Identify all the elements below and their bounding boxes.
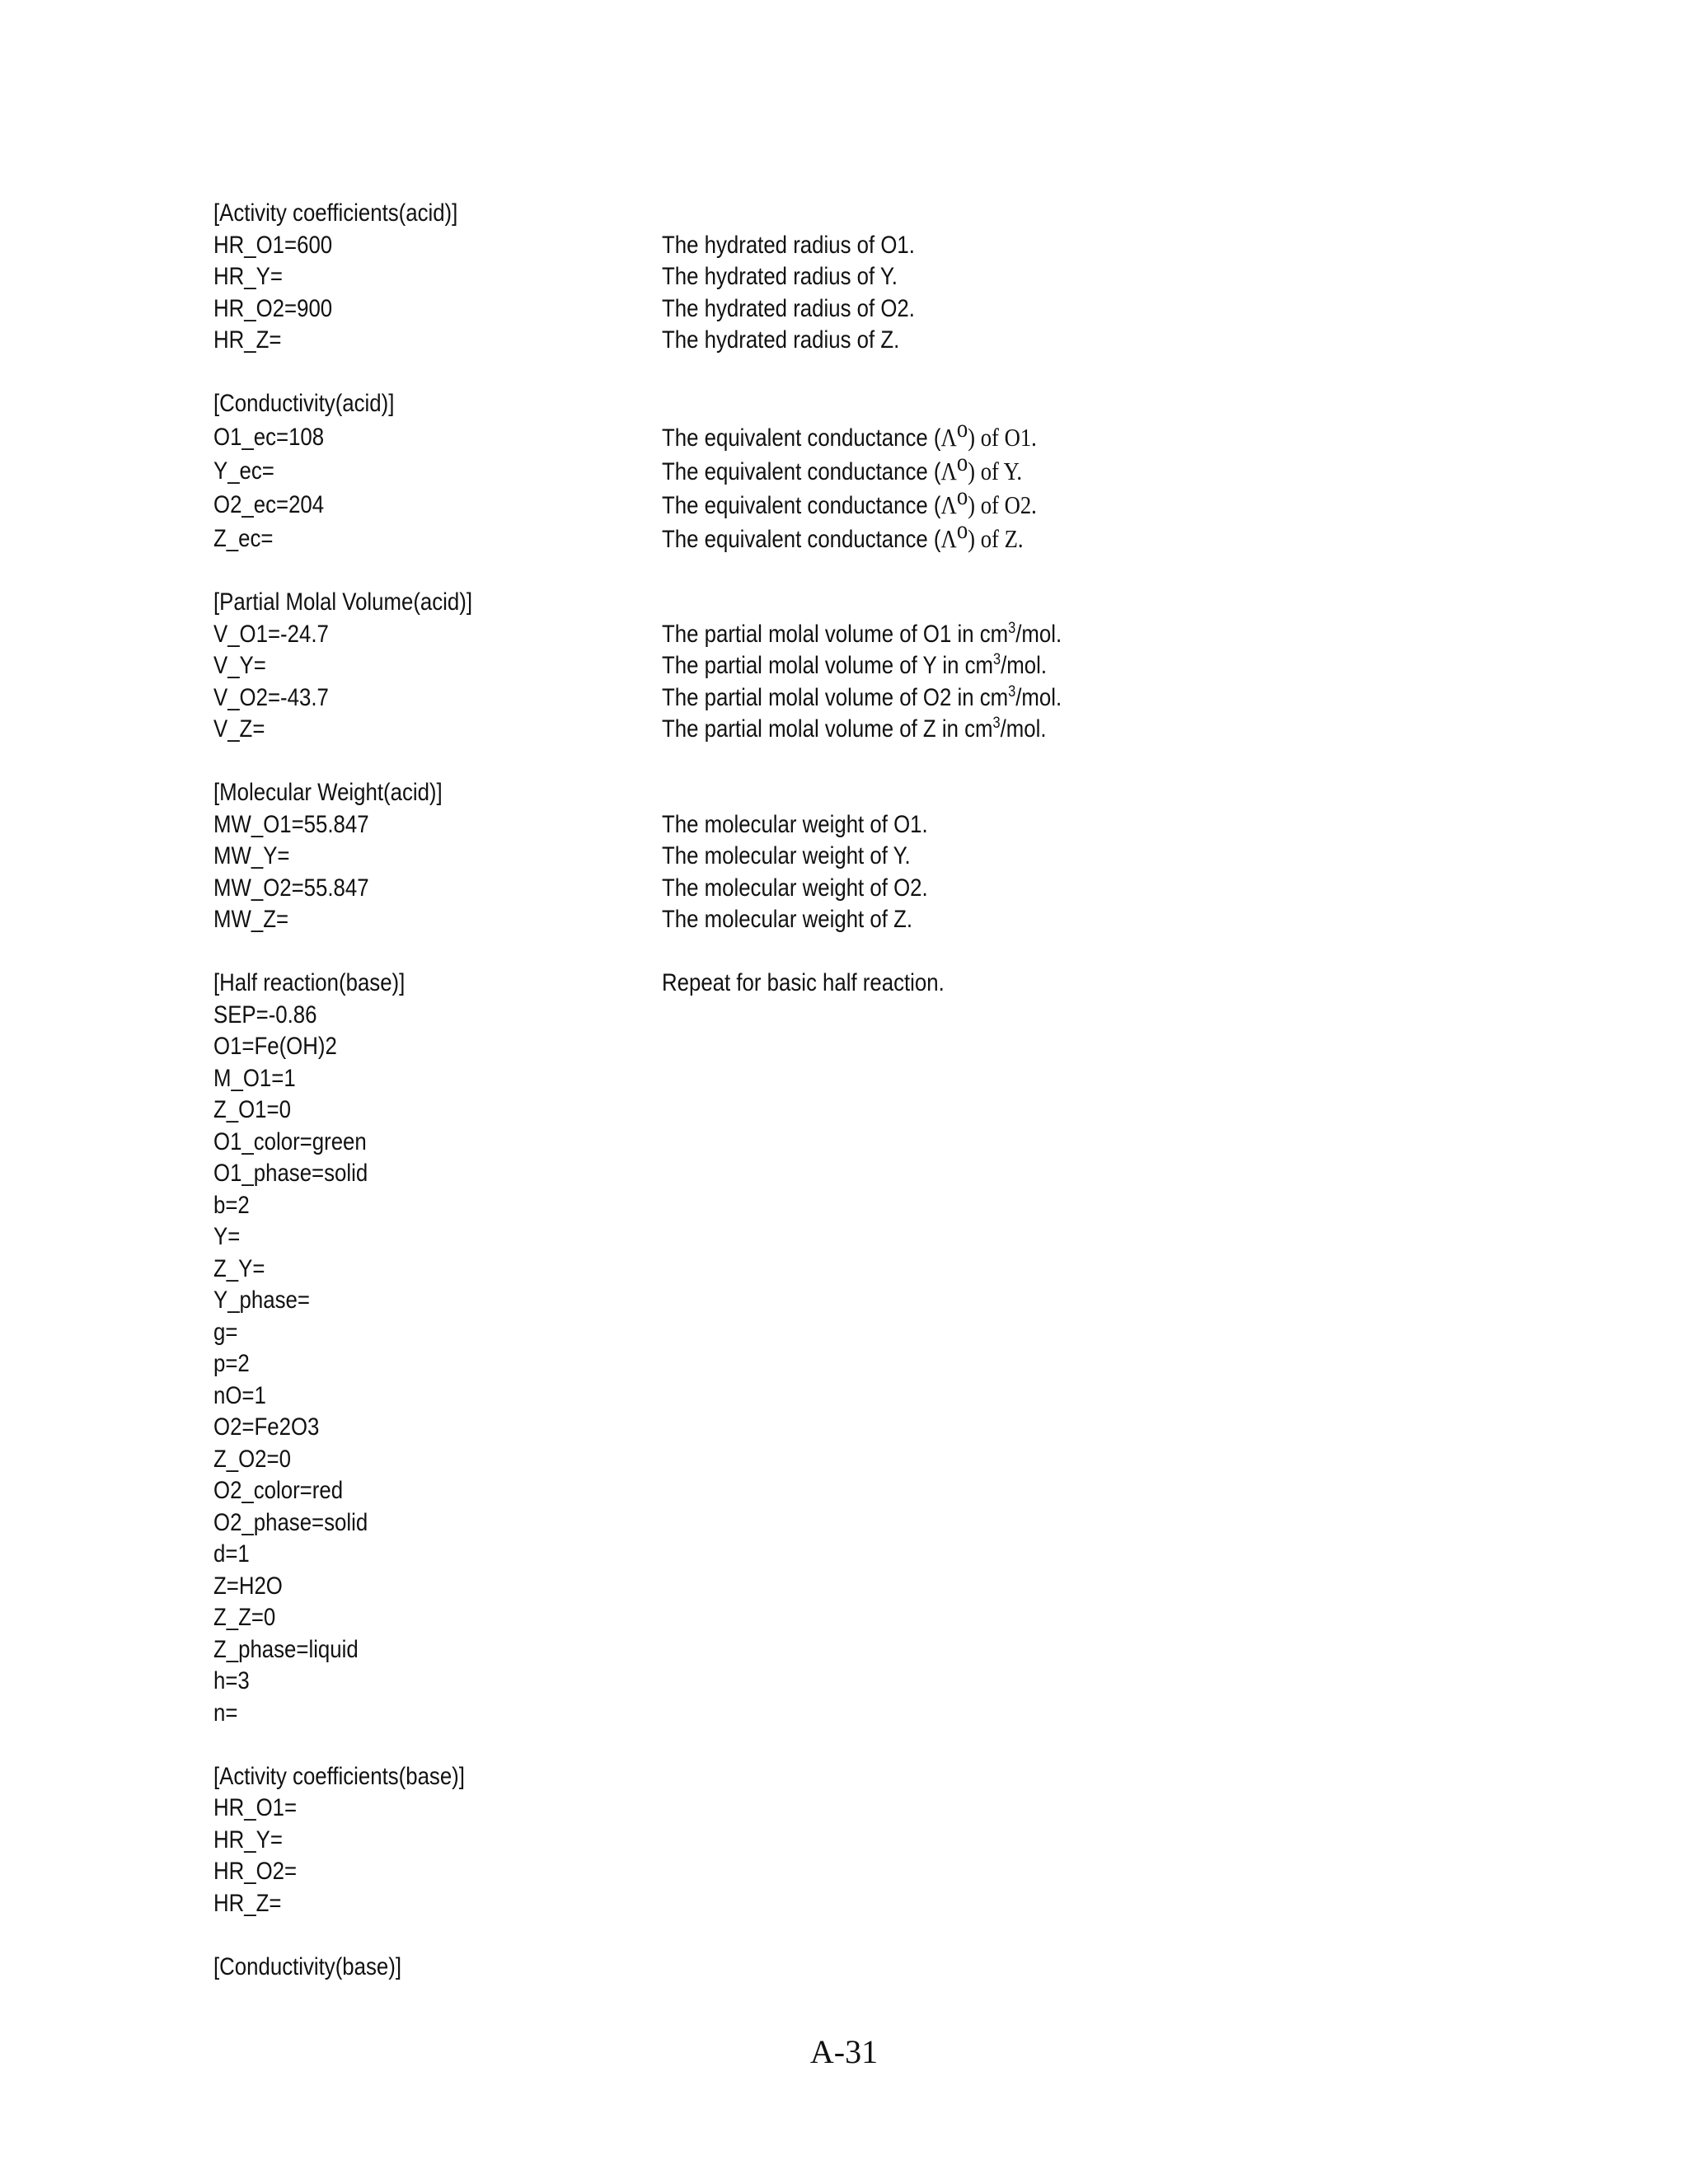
config-line: HR_O2= [213,1858,298,1885]
config-row [213,480,1615,522]
config-line: Y_phase= [213,1286,310,1314]
section-header-activity-base: [Activity coefficients(base)] [213,1762,465,1790]
config-row [213,514,1615,555]
config-description: The hydrated radius of O2. [662,294,915,322]
section-header-partial-molal-volume-acid: [Partial Molal Volume(acid)] [213,588,473,616]
section-header-conductivity-base: [Conductivity(base)] [213,1952,401,1980]
config-row [213,714,1615,746]
config-key: O1_ec=108 [213,423,325,451]
lambda-symbol: Λ [940,523,957,553]
config-row [213,230,1615,262]
section-header-conductivity-acid: [Conductivity(acid)] [213,390,395,417]
config-description: The molecular weight of Z. [662,906,912,933]
config-row [213,413,1615,454]
config-description: The partial molal volume of Z in $cm^3$/mol. [662,715,1047,743]
config-row [213,619,1615,651]
config-line: Z_Y= [213,1254,265,1282]
section-spacer [213,936,1615,968]
config-description: The molecular weight of O1. [662,810,928,838]
config-row [213,809,1615,841]
config-description: The equivalent conductance (Λo) of O1. [662,413,1037,452]
config-row [213,447,1615,488]
section-header-molecular-weight-acid: [Molecular Weight(acid)] [213,779,443,806]
config-row [213,841,1615,873]
config-line: Y= [213,1223,241,1250]
config-line: Z=H2O [213,1572,283,1600]
config-line: O1=Fe(OH)2 [213,1033,337,1060]
section-header-activity-acid: [Activity coefficients(acid)] [213,199,458,227]
config-row [213,261,1615,293]
config-listing [213,198,1615,1983]
config-key: O2_ec=204 [213,490,325,518]
config-description: Repeat for basic half reaction. [662,969,945,996]
config-row [213,650,1615,682]
config-key: Z_ec= [213,524,274,552]
config-line: g= [213,1318,238,1346]
config-description: The hydrated radius of Z. [662,326,900,354]
config-line: b=2 [213,1191,250,1219]
lambda-symbol: Λ [940,422,957,452]
config-key: MW_Z= [213,906,289,933]
config-row [213,904,1615,936]
section-spacer [213,357,1615,389]
config-key: V_Y= [213,652,266,679]
config-key: HR_Y= [213,263,283,290]
config-description: The molecular weight of O2. [662,874,928,902]
config-line: Z_Z=0 [213,1604,276,1631]
config-key: MW_O1=55.847 [213,810,369,838]
section-spacer [213,746,1615,778]
config-description: The equivalent conductance (Λo) of O2. [662,480,1037,519]
config-key: HR_O1=600 [213,231,333,259]
config-line: nO=1 [213,1381,266,1409]
config-row [213,682,1615,715]
config-line: Z_phase=liquid [213,1635,359,1663]
section-spacer [213,1729,1615,1761]
config-row [213,873,1615,905]
config-key: MW_O2=55.847 [213,874,369,902]
config-description: The equivalent conductance (Λo) of Z. [662,514,1024,553]
config-row [213,325,1615,357]
config-line: n= [213,1699,238,1727]
config-line: h=3 [213,1667,250,1694]
config-line: O1_phase=solid [213,1160,368,1187]
config-line: p=2 [213,1350,250,1377]
config-line: O1_color=green [213,1127,367,1155]
config-key: HR_O2=900 [213,294,333,322]
config-key: V_O1=-24.7 [213,620,329,648]
config-row [213,293,1615,326]
config-line: O2=Fe2O3 [213,1413,320,1441]
config-key: V_Z= [213,715,265,743]
section-spacer [213,555,1615,588]
config-line: SEP=-0.86 [213,1001,317,1029]
config-line: d=1 [213,1540,250,1568]
config-key: MW_Y= [213,842,290,869]
config-key: V_O2=-43.7 [213,683,329,711]
config-description: The partial molal volume of O1 in $cm^3$/mol. [662,619,1062,648]
config-line: M_O1=1 [213,1064,296,1092]
section-header-half-reaction-base: [Half reaction(base)] Repeat for basic half reaction. [213,968,1615,1000]
config-description: The equivalent conductance (Λo) of Y. [662,447,1023,485]
config-line: Z_O1=0 [213,1096,291,1123]
config-line: HR_O1= [213,1794,298,1821]
config-line: O2_color=red [213,1477,344,1504]
config-description: The partial molal volume of O2 in $cm^3$/mol. [662,682,1062,711]
config-line: HR_Y= [213,1825,283,1854]
page-number: A-31 [809,2033,879,2070]
config-line: Z_O2=0 [213,1445,291,1473]
config-description: The molecular weight of Y. [662,842,911,869]
config-description: The hydrated radius of Y. [662,263,898,290]
config-description: The partial molal volume of Y in $cm^3$/mol. [662,651,1048,679]
lambda-symbol: Λ [940,456,957,485]
config-line: O2_phase=solid [213,1508,368,1536]
lambda-symbol: Λ [940,490,957,519]
config-key: Y_ec= [213,457,274,485]
config-line: HR_Z= [213,1889,282,1917]
config-key: HR_Z= [213,326,282,354]
section-spacer [213,1919,1615,1952]
config-description: The hydrated radius of O1. [662,231,915,259]
